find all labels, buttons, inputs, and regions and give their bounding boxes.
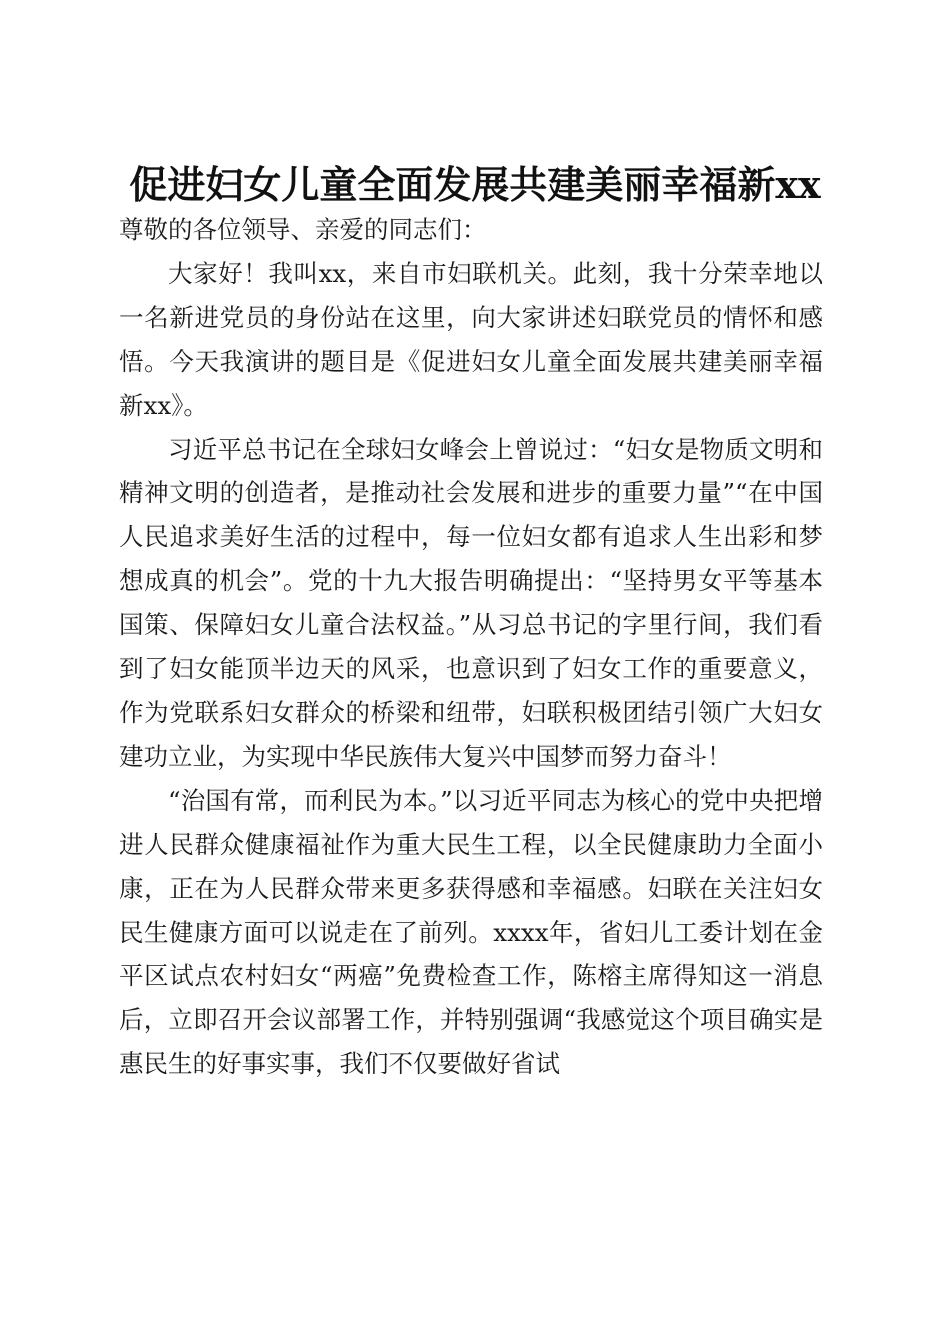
salutation: 尊敬的各位领导、亲爱的同志们： [119,215,487,244]
document-body [119,208,823,1086]
paragraph-1: 大家好！我叫xx，来自市妇联机关。此刻，我十分荣幸地以一名新进党员的身份站在这里，向大家讲述妇联党员的情怀和感悟。今天我演讲的题目是《促进妇女儿童全面发展共建美丽幸福新xx》。 [119,258,823,420]
document-title: 促进妇女儿童全面发展共建美丽幸福新xx [129,162,821,208]
paragraph-3: “治国有常，而利民为本。”以习近平同志为核心的党中央把增进人民群众健康福祉作为重大民生工程，以全民健康助力全面小康，正在为人民群众带来更多获得感和幸福感。妇联在关注妇女民生健康方面可以说走在了前列。xxxx年，省妇儿工委计划在金平区试点农村妇女“两癌”免费检查工作，陈榕主席得知这一消息后，立即召开会议部署工作，并特别强调“我感觉这个项目确实是惠民生的好事实事，我们不仅要做好省试 [119,785,823,1079]
paragraph-2: 习近平总书记在全球妇女峰会上曾说过：“妇女是物质文明和精神文明的创造者，是推动社会发展和进步的重要力量”“在中国人民追求美好生活的过程中，每一位妇女都有追求人生出彩和梦想成真的机会”。党的十九大报告明确提出：“坚持男女平等基本国策、保障妇女儿童合法权益。”从习总书记的字里行间，我们看到了妇女能顶半边天的风采，也意识到了妇女工作的重要意义，作为党联系妇女群众的桥梁和纽带，妇联积极团结引领广大妇女建功立业，为实现中华民族伟大复兴中国梦而努力奋斗！ [119,434,823,771]
